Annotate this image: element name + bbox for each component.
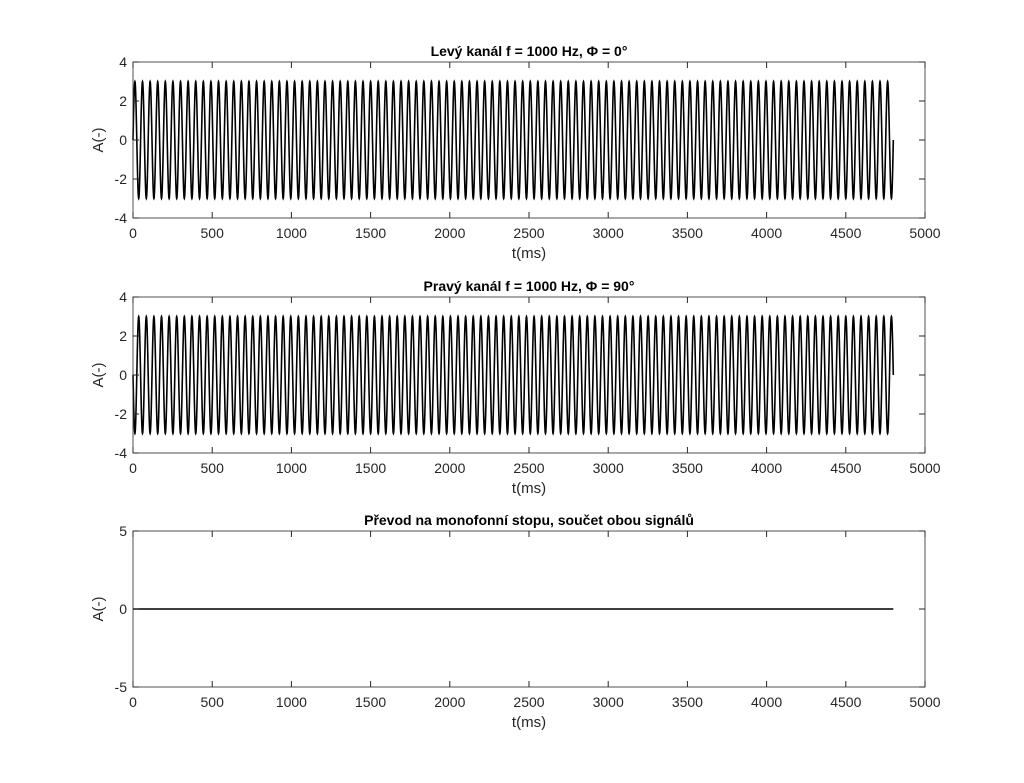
x-tick-label: 3000 [592,225,624,241]
y-axis-label: A(-) [90,127,107,153]
y-tick-label: -2 [114,171,127,187]
x-tick-label: 4000 [751,694,783,710]
x-tick-label: 0 [129,225,137,241]
x-tick-label: 4500 [830,460,862,476]
x-tick-label: 3500 [671,694,703,710]
y-tick-label: 2 [119,328,127,344]
series-line [133,82,893,199]
x-tick-label: 4000 [751,225,783,241]
x-tick-label: 2500 [513,225,545,241]
x-tick-label: 4000 [751,460,783,476]
x-tick-label: 2500 [513,694,545,710]
subplot-title: Pravý kanál f = 1000 Hz, Φ = 90° [423,278,635,294]
y-tick-label: 2 [119,93,127,109]
x-tick-label: 2000 [434,460,466,476]
series-line [133,317,893,434]
x-axis-label: t(ms) [511,245,547,262]
x-tick-label: 5000 [909,694,941,710]
y-tick-label: -4 [114,210,127,226]
x-tick-label: 5000 [909,460,941,476]
x-tick-label: 1500 [355,460,387,476]
x-tick-label: 1000 [275,694,307,710]
x-tick-label: 0 [129,694,137,710]
subplot-title: Levý kanál f = 1000 Hz, Φ = 0° [430,43,628,59]
x-tick-label: 500 [200,460,224,476]
x-tick-label: 1000 [275,460,307,476]
x-tick-label: 500 [200,225,224,241]
y-axis-label: A(-) [90,362,107,388]
subplot-title: Převod na monofonní stopu, součet obou signálů [364,512,694,528]
x-tick-label: 4500 [830,694,862,710]
x-tick-label: 5000 [909,225,941,241]
x-tick-label: 3500 [671,225,703,241]
y-tick-label: 4 [119,54,127,70]
x-tick-label: 1000 [275,225,307,241]
x-tick-label: 0 [129,460,137,476]
x-tick-label: 2000 [434,225,466,241]
y-tick-label: 0 [119,132,127,148]
y-tick-label: -2 [114,406,127,422]
x-tick-label: 1500 [355,694,387,710]
x-tick-label: 500 [200,694,224,710]
y-tick-label: 0 [119,601,127,617]
x-axis-label: t(ms) [511,714,547,731]
x-tick-label: 3500 [671,460,703,476]
x-tick-label: 3000 [592,460,624,476]
y-tick-label: -4 [114,445,127,461]
y-tick-label: -5 [114,679,127,695]
subplot-3 [90,512,941,731]
y-tick-label: 5 [119,523,127,539]
x-tick-label: 3000 [592,694,624,710]
y-tick-label: 4 [119,289,127,305]
y-axis-label: A(-) [90,596,107,622]
x-axis-label: t(ms) [511,480,547,497]
subplot-2 [90,278,941,497]
x-tick-label: 1500 [355,225,387,241]
x-tick-label: 2500 [513,460,545,476]
y-tick-label: 0 [119,367,127,383]
x-tick-label: 2000 [434,694,466,710]
x-tick-label: 4500 [830,225,862,241]
subplot-1 [90,43,941,262]
